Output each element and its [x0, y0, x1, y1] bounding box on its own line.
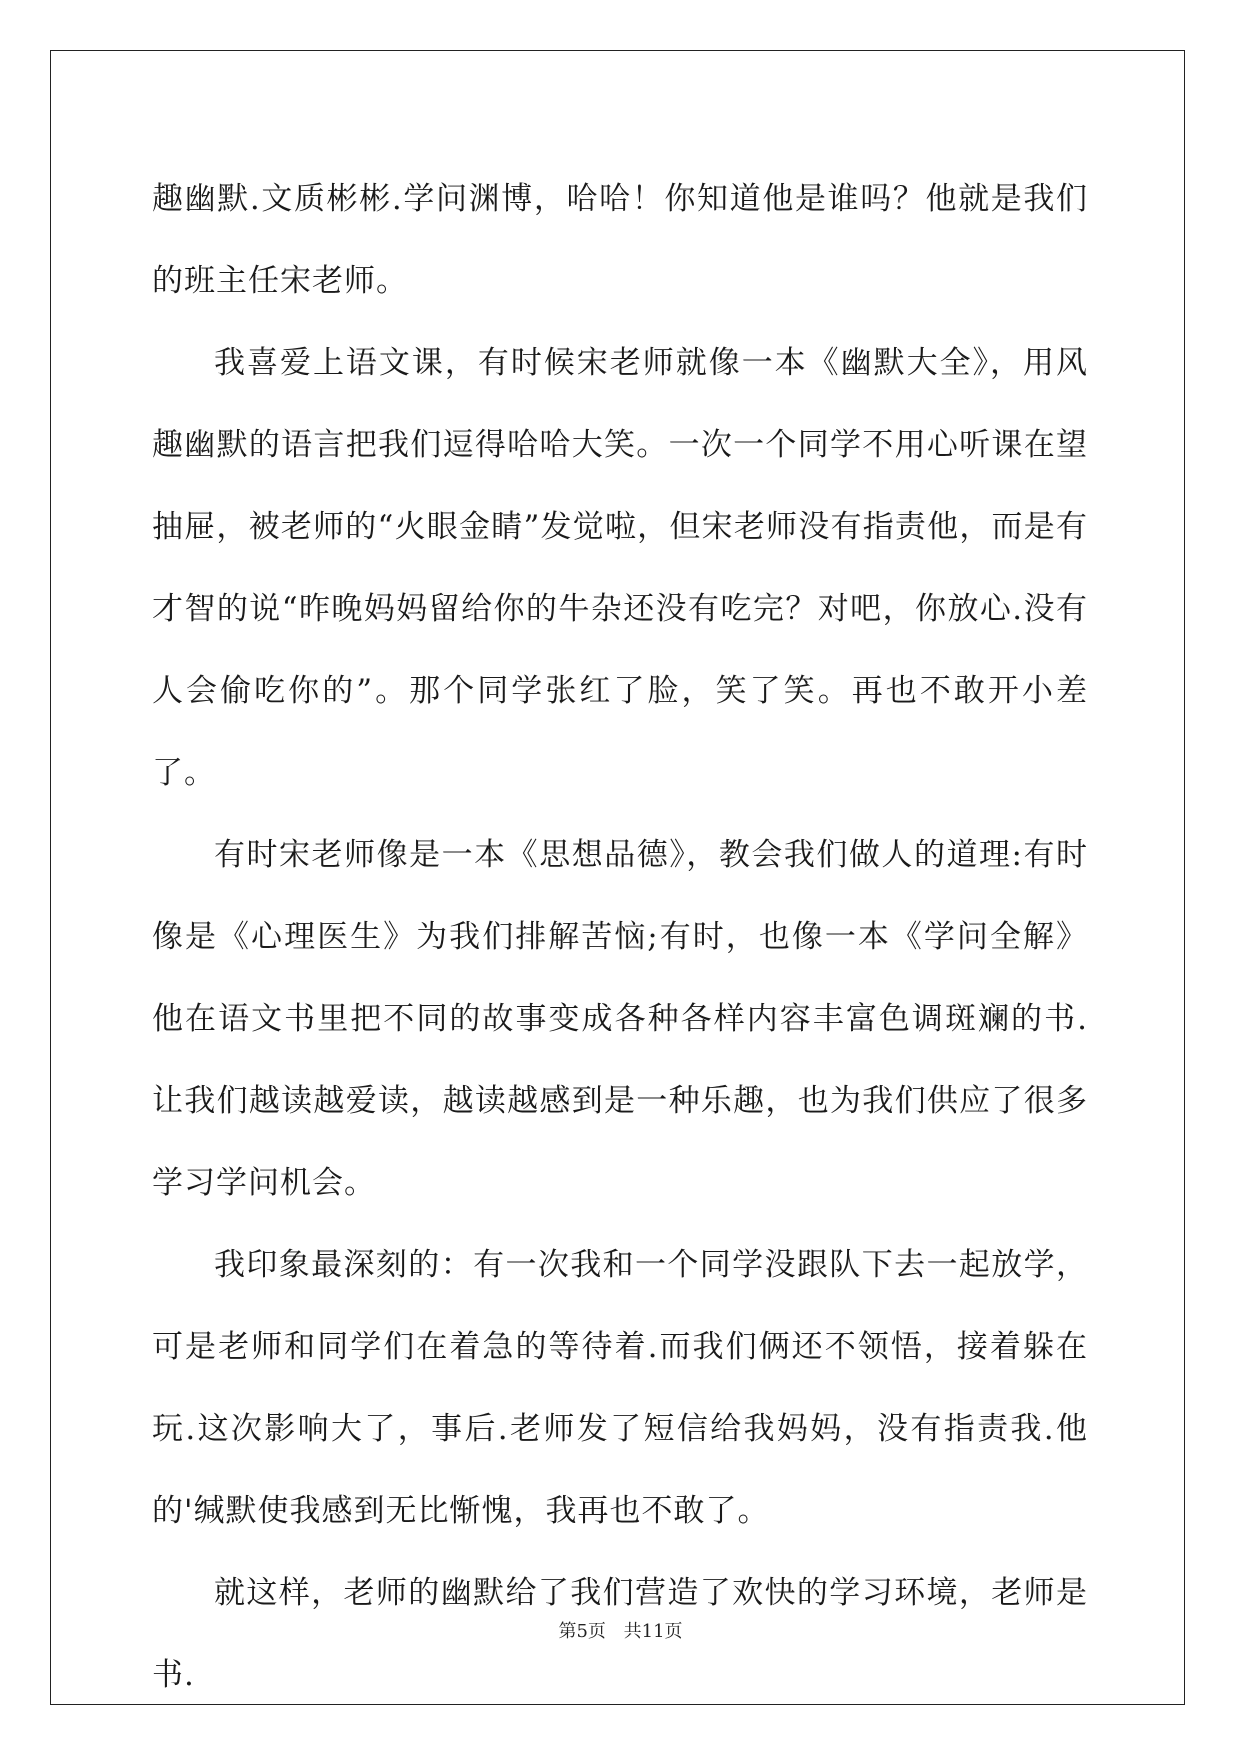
page-number: 第5页	[558, 1621, 606, 1642]
paragraph-3: 有时宋老师像是一本《思想品德》，教会我们做人的道理:有时像是《心理医生》为我们排解苦恼;有时，也像一本《学问全解》他在语文书里把不同的故事变成各种各样内容丰富色调斑斓的书.让我们越读越爱读，越读越感到是一种乐趣，也为我们供应了很多学习学问机会。	[152, 837, 1088, 1201]
page-footer	[0, 1617, 1241, 1643]
paragraph-5: 就这样，老师的幽默给了我们营造了欢快的学习环境，老师是书.	[152, 1575, 1088, 1693]
paragraph-1: 趣幽默.文质彬彬.学问渊博，哈哈！你知道他是谁吗？他就是我们的班主任宋老师。	[152, 181, 1088, 299]
page-total: 共11页	[623, 1621, 683, 1642]
document-body	[152, 158, 1088, 1716]
paragraph-2: 我喜爱上语文课，有时候宋老师就像一本《幽默大全》，用风趣幽默的语言把我们逗得哈哈大笑。一次一个同学不用心听课在望抽屉，被老师的“火眼金睛”发觉啦，但宋老师没有指责他，而是有才智的说“昨晚妈妈留给你的牛杂还没有吃完？对吧，你放心.没有人会偷吃你的”。那个同学张红了脸，笑了笑。再也不敢开小差了。	[152, 345, 1088, 791]
paragraph-4: 我印象最深刻的：有一次我和一个同学没跟队下去一起放学，可是老师和同学们在着急的等待着.而我们俩还不领悟，接着躲在玩.这次影响大了，事后.老师发了短信给我妈妈，没有指责我.他的'缄默使我感到无比惭愧，我再也不敢了。	[152, 1247, 1088, 1529]
